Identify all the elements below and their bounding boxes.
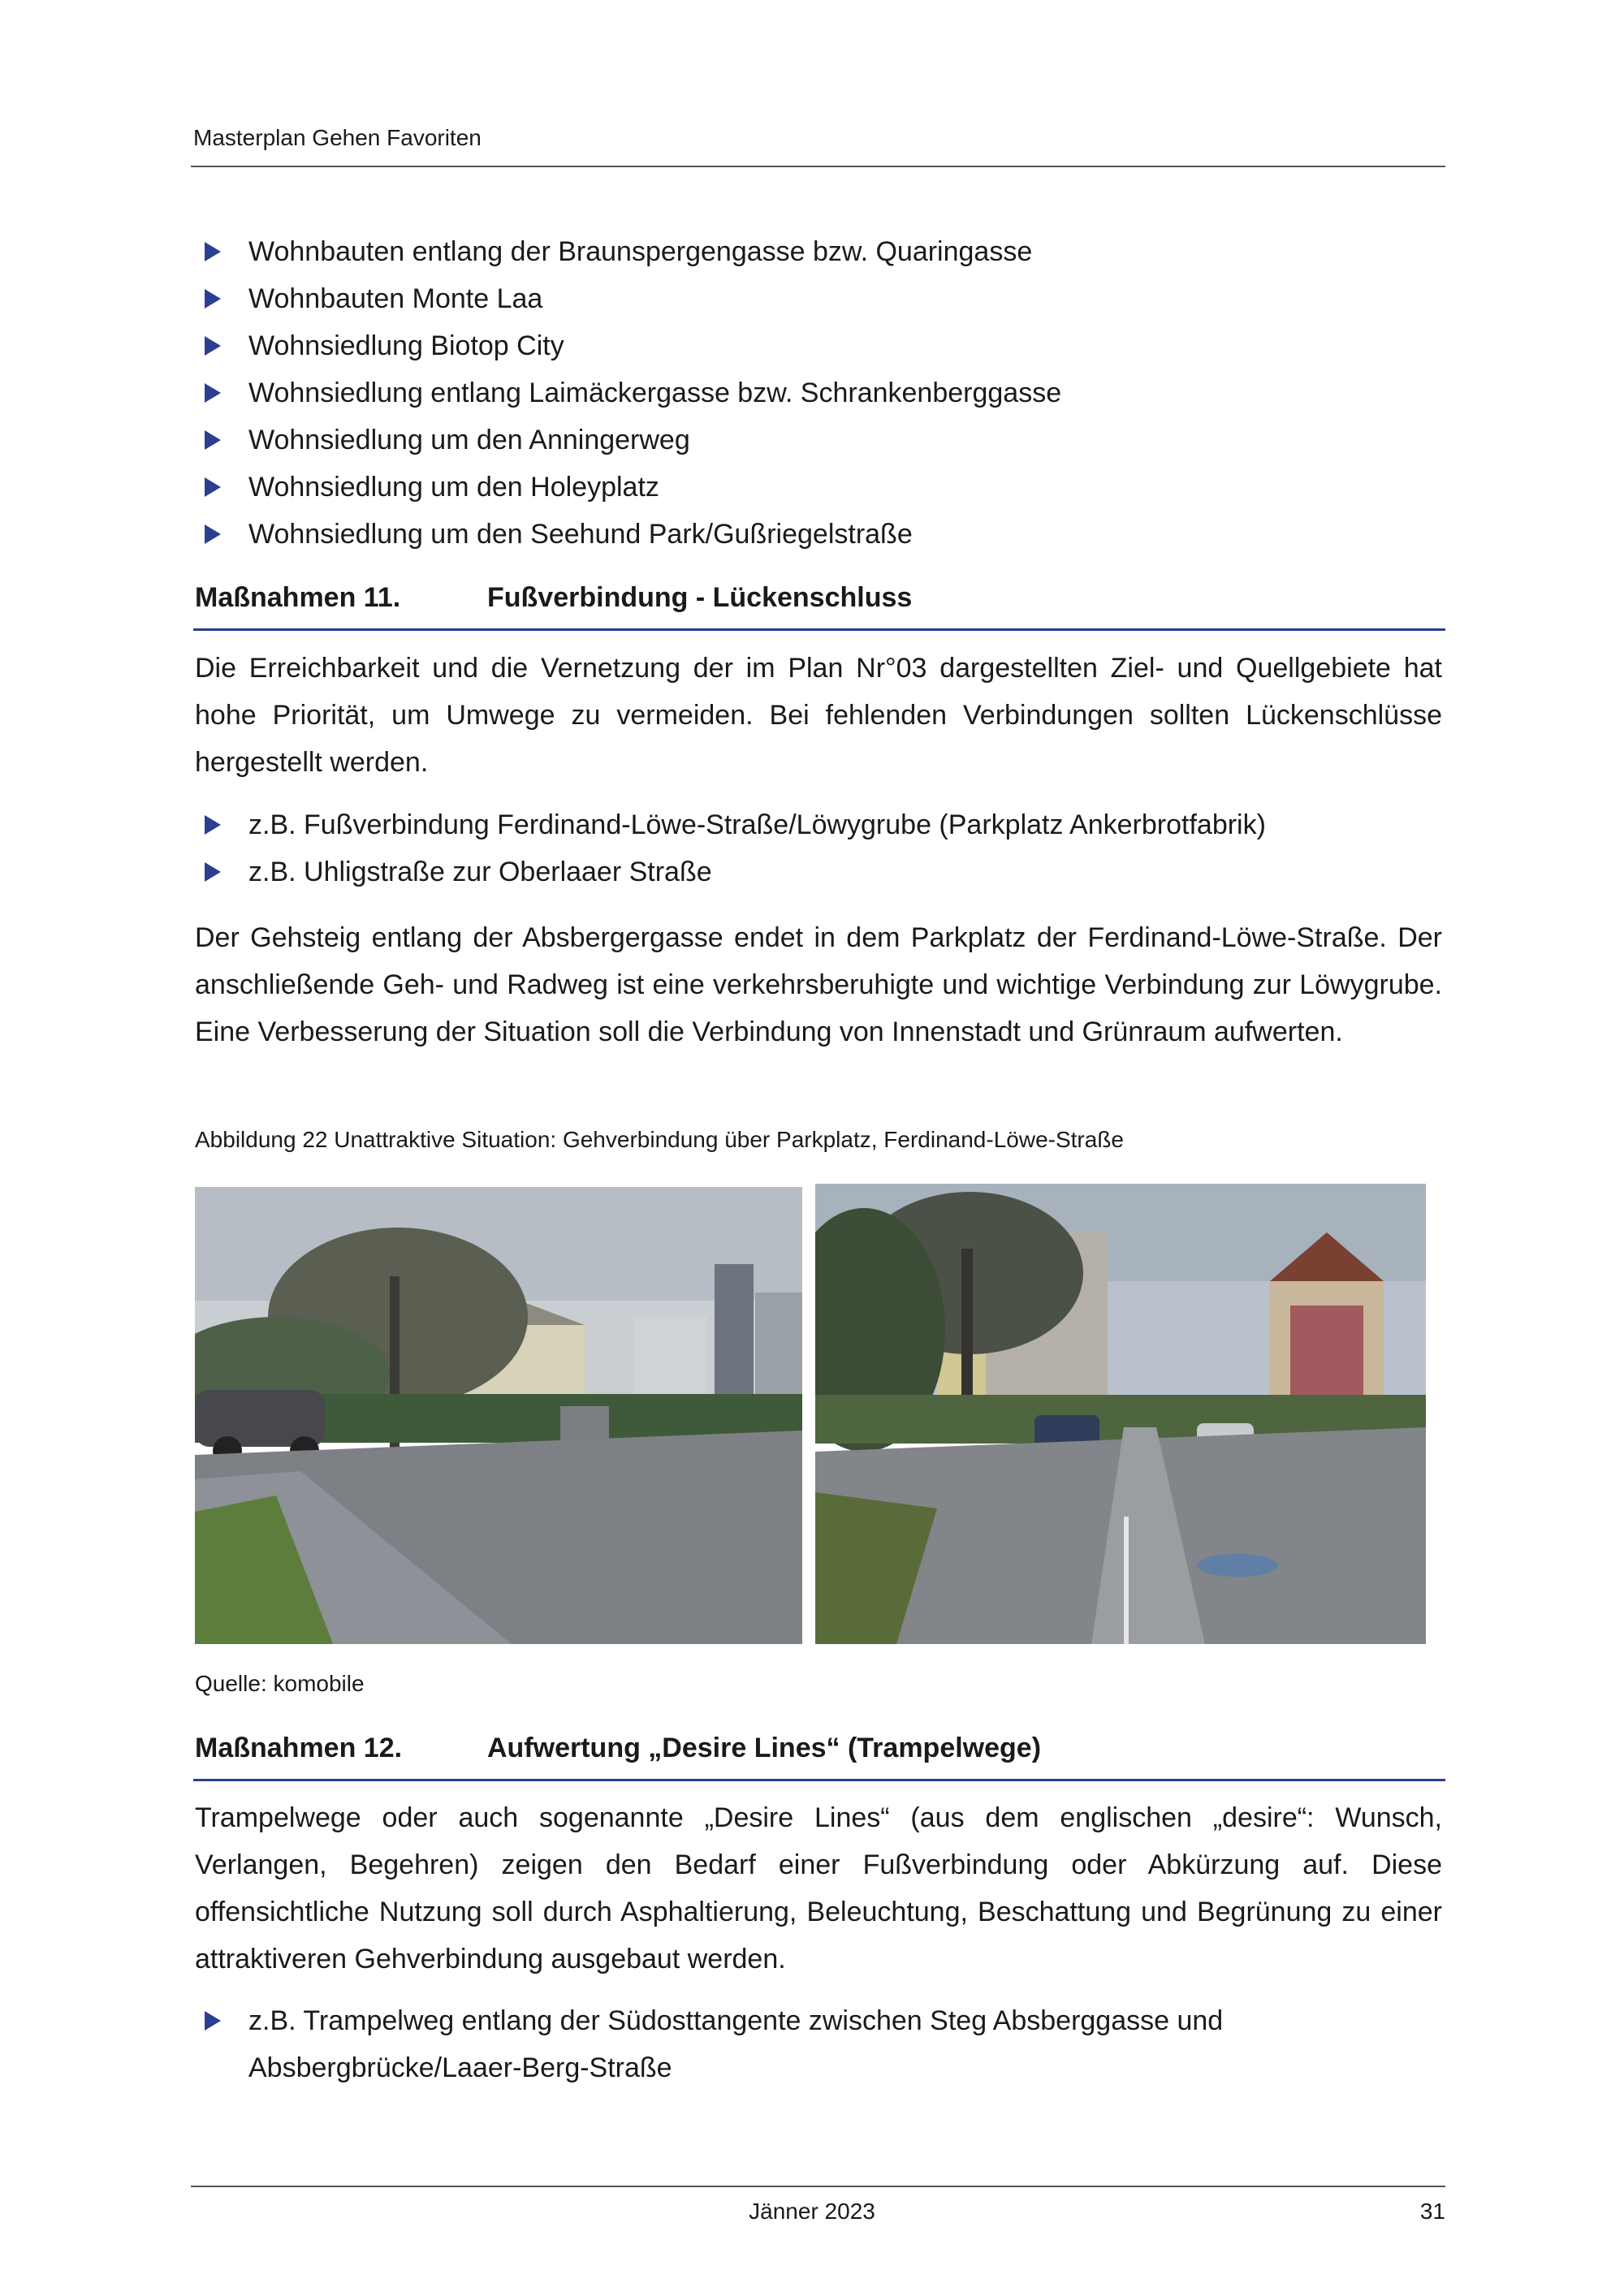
section-11-heading bbox=[195, 582, 912, 614]
list-item: z.B. Fußverbindung Ferdinand-Löwe-Straße/Löwygrube (Parkplatz Ankerbrotfabrik) bbox=[248, 801, 1450, 848]
triangle-bullet-icon bbox=[205, 477, 221, 497]
section-12-rule bbox=[193, 1779, 1445, 1781]
list-item: Wohnsiedlung um den Seehund Park/Gußriegelstraße bbox=[248, 511, 1450, 558]
section-number: Maßnahmen 12. bbox=[195, 1733, 403, 1763]
section-12-bullet-list bbox=[248, 1997, 1385, 2091]
section-12-heading bbox=[195, 1733, 1041, 1764]
section-title: Aufwertung „Desire Lines“ (Trampelwege) bbox=[487, 1733, 1042, 1763]
triangle-bullet-icon bbox=[205, 336, 221, 356]
running-header: Masterplan Gehen Favoriten bbox=[193, 125, 482, 150]
section-11-bullet-list bbox=[248, 801, 1450, 896]
intro-bullet-list bbox=[248, 228, 1450, 558]
section-12-paragraph: Trampelwege oder auch sogenannte „Desire Lines“ (aus dem englischen „desire“: Wunsch, Verlangen, Begehren) zeigen den Bedarf einer Fußverbindung oder Abkürzung auf. Diese offensichtliche Nutzung soll durch Asphaltierung, Beleuchtung, Beschattung und Begrünung zu einer attraktiveren Gehverbindung ausgebaut werden. bbox=[195, 1802, 1442, 1974]
section-11-paragraph-2: Der Gehsteig entlang der Absbergergasse endet in dem Parkplatz der Ferdinand-Löwe-Straße. Der anschließende Geh- und Radweg ist eine verkehrsberuhigte und wichtige Verbindung zur Löwygrube. Eine Verbesserung der Situation soll die Verbindung von Innenstadt und Grünraum aufwerten. bbox=[195, 922, 1442, 1047]
list-item: Wohnsiedlung entlang Laimäckergasse bzw. Schrankenberggasse bbox=[248, 369, 1450, 416]
section-11-rule bbox=[193, 628, 1445, 631]
figure-caption: Abbildung 22 Unattraktive Situation: Gehverbindung über Parkplatz, Ferdinand-Löwe-Straße bbox=[195, 1127, 1124, 1152]
list-item: Wohnsiedlung um den Anningerweg bbox=[248, 416, 1450, 464]
footer-date: Jänner 2023 bbox=[749, 2199, 875, 2224]
triangle-bullet-icon bbox=[205, 383, 221, 403]
list-item: Wohnbauten Monte Laa bbox=[248, 275, 1450, 322]
list-item: z.B. Uhligstraße zur Oberlaaer Straße bbox=[248, 848, 1450, 896]
section-11-paragraph-1: Die Erreichbarkeit und die Vernetzung der im Plan Nr°03 dargestellten Ziel- und Quellgebiete hat hohe Priorität, um Umwege zu vermeiden. Bei fehlenden Verbindungen sollten Lückenschlüsse hergestellt werden. bbox=[195, 653, 1442, 778]
triangle-bullet-icon bbox=[205, 289, 221, 309]
triangle-bullet-icon bbox=[205, 430, 221, 450]
footer-rule bbox=[191, 2186, 1445, 2187]
list-item: Wohnsiedlung um den Holeyplatz bbox=[248, 464, 1450, 511]
page-number: 31 bbox=[1419, 2199, 1445, 2224]
list-item: Wohnbauten entlang der Braunspergengasse bzw. Quaringasse bbox=[248, 228, 1450, 275]
list-item: Wohnsiedlung Biotop City bbox=[248, 322, 1450, 369]
triangle-bullet-icon bbox=[205, 2011, 221, 2031]
header-rule bbox=[191, 166, 1445, 167]
section-title: Fußverbindung - Lückenschluss bbox=[487, 582, 913, 613]
triangle-bullet-icon bbox=[205, 862, 221, 882]
triangle-bullet-icon bbox=[205, 815, 221, 835]
triangle-bullet-icon bbox=[205, 242, 221, 261]
photo-path-with-mural bbox=[815, 1184, 1426, 1644]
figure-source: Quelle: komobile bbox=[195, 1671, 365, 1696]
triangle-bullet-icon bbox=[205, 524, 221, 544]
list-item: z.B. Trampelweg entlang der Südosttangente zwischen Steg Absberggasse und Absbergbrücke/Laaer-Berg-Straße bbox=[248, 1997, 1385, 2091]
section-number: Maßnahmen 11. bbox=[195, 582, 401, 613]
photo-parking-lot bbox=[195, 1187, 802, 1644]
